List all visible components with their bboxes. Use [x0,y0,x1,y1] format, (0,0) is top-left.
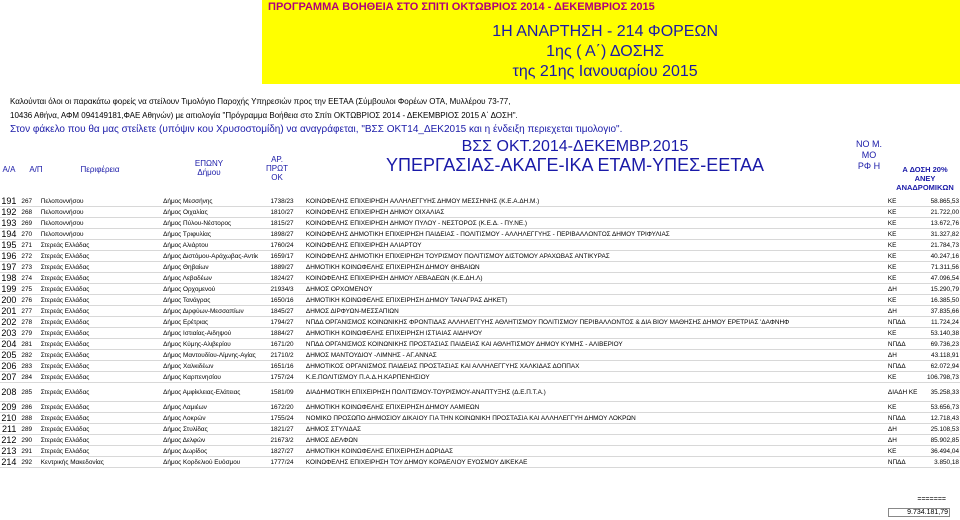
row-entity: ΔΗΜΟΣ ΣΤΥΛΙΔΑΣ [305,424,887,435]
row-municipality: Δήμος Τριφυλίας [162,229,269,240]
table-title-line-2: ΥΠΕΡΓΑΣΙΑΣ-ΑΚΑΓΕ-ΙΚΑ ΕΤΑΜ-ΥΠΕΣ-ΕΕΤΑΑ [386,155,764,175]
row-ap: 268 [20,207,39,218]
row-protocol: 21934/3 [270,284,305,295]
row-region: Στερεάς Ελλάδας [40,339,162,350]
row-legal-form: ΔΗ [887,350,904,361]
row-aa: 204 [0,339,20,350]
row-municipality: Δήμος Μεσσήνης [162,196,269,207]
row-amount: 13.672,76 [904,218,960,229]
row-entity: ΚΟΙΝΩΦΕΛΗΣ ΕΠΙΧΕΙΡΗΣΗ ΑΛΙΑΡΤΟΥ [305,240,887,251]
row-ap: 274 [20,273,39,284]
row-municipality: Δήμος Αμφίκλειας-Ελάτειας [162,383,269,402]
row-ap: 292 [20,457,39,468]
row-municipality: Δήμος Πύλου-Νέστορος [162,218,269,229]
row-municipality: Δήμος Κορδελιού Ευόσμου [162,457,269,468]
row-protocol: 1898/27 [270,229,305,240]
table-row [0,306,960,317]
row-entity: ΚΟΙΝΩΦΕΛΗΣ ΕΠΙΧΕΙΡΗΣΗ ΔΗΜΟΥ ΛΕΒΑΔΕΩΝ (Κ.Ε.ΔΗ.Λ) [305,273,887,284]
row-ap: 279 [20,328,39,339]
row-region: Κεντρικής Μακεδονίας [40,457,162,468]
intro-line-2: 10436 Αθήνα, ΑΦΜ 094149181,ΦΑΕ Αθηνών) με αιτιολογία "Πρόγραμμα Βοήθεια στο Σπίτι ΟΚΤΩΒΡΙΟΣ 2014 - ΔΕΚΕΜΒΡΙΟΣ 2015 Α΄ ΔΟΣΗ". [10,111,518,120]
intro-line-1: Καλούνται όλοι οι παρακάτω φορείς να στείλουν Τιμολόγιο Παροχής Υπηρεσιών προς την ΕΕΤΑΑ (Σύμβουλοι Φορέων ΟΤΑ, Μυλλέρου 73-77, [10,97,511,106]
row-protocol: 1757/24 [270,372,305,383]
row-region: Στερεάς Ελλάδας [40,328,162,339]
row-region: Στερεάς Ελλάδας [40,402,162,413]
row-ap: 291 [20,446,39,457]
row-ap: 290 [20,435,39,446]
row-entity: ΚΟΙΝΩΦΕΛΗΣ ΔΗΜΟΤΙΚΗ ΕΠΙΧΕΙΡΗΣΗ ΤΟΥΡΙΣΜΟΥ ΠΟΛΙΤΙΣΜΟΥ ΔΙΣΤΟΜΟΥ ΑΡΑΧΩΒΑΣ ΑΝΤΙΚΥΡΑΣ [305,251,887,262]
row-municipality: Δήμος Ερέτριας [162,317,269,328]
row-entity: ΔΙΑΔΗΜΟΤΙΚΗ ΕΠΙΧΕΙΡΗΣΗ ΠΟΛΙΤΙΣΜΟΥ-ΤΟΥΡΙΣΜΟΥ-ΑΝΑΠΤΥΞΗΣ (Δ.Ε.Π.Τ.Α.) [305,383,887,402]
row-protocol: 1659/17 [270,251,305,262]
row-ap: 283 [20,361,39,372]
row-entity: ΔΗΜΟΤΙΚΗ ΚΟΙΝΩΦΕΛΗΣ ΕΠΙΧΕΙΡΗΣΗ ΔΗΜΟΥ ΘΗΒΑΙΩΝ [305,262,887,273]
header-municipality: ΕΠΩΝΥ Δήμου [194,159,224,177]
row-ap: 272 [20,251,39,262]
row-ap: 276 [20,295,39,306]
row-region: Στερεάς Ελλάδας [40,240,162,251]
row-ap: 277 [20,306,39,317]
row-region: Στερεάς Ελλάδας [40,446,162,457]
row-amount: 3.850,18 [904,457,960,468]
row-aa: 209 [0,402,20,413]
row-municipality: Δήμος Ιστιαίας-Αιδηψού [162,328,269,339]
row-amount: 36.494,04 [904,446,960,457]
row-aa: 191 [0,196,20,207]
table-row [0,413,960,424]
table-row [0,317,960,328]
row-ap: 289 [20,424,39,435]
row-protocol: 1889/27 [270,262,305,273]
row-amount: 62.072,94 [904,361,960,372]
row-region: Στερεάς Ελλάδας [40,372,162,383]
row-entity: ΔΗΜΟΤΙΚΗ ΚΟΙΝΩΦΕΛΗΣ ΕΠΙΧΕΙΡΗΣΗ ΙΣΤΙΑΙΑΣ ΑΙΔΗΨΟΥ [305,328,887,339]
row-aa: 202 [0,317,20,328]
row-region: Στερεάς Ελλάδας [40,383,162,402]
row-legal-form: ΝΠΔΔ [887,414,906,422]
header-ap: Α/Π [29,165,43,174]
row-ap: 278 [20,317,39,328]
row-protocol: 21673/2 [270,435,305,446]
row-protocol: 1827/27 [270,446,305,457]
row-aa: 208 [0,383,20,402]
row-region: Στερεάς Ελλάδας [40,350,162,361]
row-ap: 285 [20,383,39,402]
total-separator: ======= [917,496,946,503]
row-aa: 210 [0,413,20,424]
header-legal-form: ΝΟ Μ. ΜΟ ΡΦ Η [856,139,882,171]
row-legal-form: ΝΠΔΔ [887,458,906,466]
row-aa: 206 [0,361,20,372]
table-row [0,284,960,295]
row-legal-form: ΔΗ [887,306,904,317]
header-amount: Α ΔΟΣΗ 20% ΑΝΕΥ ΑΝΑΔΡΟΜΙΚΩΝ [896,165,954,192]
posting-info [492,22,718,82]
row-aa: 194 [0,229,20,240]
row-amount: 47.096,54 [904,273,960,284]
row-municipality: Δήμος Μαντουδίου-Λίμνης-Αγίας [162,350,269,361]
row-amount: 106.798,73 [904,372,960,383]
row-ap: 270 [20,229,39,240]
row-legal-form: ΝΠΔΔ [887,340,906,348]
row-municipality: Δήμος Κύμης-Αλιβερίου [162,339,269,350]
row-ap: 269 [20,218,39,229]
row-legal-form: ΚΕ [887,402,904,413]
row-legal-form: ΚΕ [887,240,904,251]
table-row [0,328,960,339]
row-municipality: Δήμος Τανάγρας [162,295,269,306]
row-region: Πελοποννήσου [40,207,162,218]
grand-total: 9.734.181,79 [888,508,950,517]
row-aa: 214 [0,457,20,468]
table-row [0,240,960,251]
row-aa: 203 [0,328,20,339]
row-aa: 200 [0,295,20,306]
row-entity: ΔΗΜΟΣ ΜΑΝΤΟΥΔΙΟΥ -ΛΙΜΝΗΣ - ΑΓ.ΑΝΝΑΣ [305,350,887,361]
row-aa: 193 [0,218,20,229]
row-amount: 53.656,73 [904,402,960,413]
row-amount: 40.247,16 [904,251,960,262]
row-region: Στερεάς Ελλάδας [40,361,162,372]
row-region: Στερεάς Ελλάδας [40,413,162,424]
row-region: Στερεάς Ελλάδας [40,317,162,328]
posting-line-1: 1Η ΑΝΑΡΤΗΣΗ - 214 ΦΟΡΕΩΝ [492,23,718,40]
table-row [0,446,960,457]
row-entity: ΔΗΜΟΣ ΔΙΡΦΥΩΝ-ΜΕΣΣΑΠΙΩΝ [305,306,887,317]
row-legal-form: ΚΕ [887,218,904,229]
table-title [370,138,780,174]
row-entity: ΔΗΜΟΤΙΚΗ ΚΟΙΝΩΦΕΛΗΣ ΕΠΙΧΕΙΡΗΣΗ ΔΗΜΟΥ ΛΑΜΙΕΩΝ [305,402,887,413]
table-title-line-1: ΒΣΣ ΟΚΤ.2014-ΔΕΚΕΜΒΡ.2015 [461,138,689,155]
row-entity: ΔΗΜΟΤΙΚΟΣ ΟΡΓΑΝΙΣΜΟΣ ΠΑΙΔΕΙΑΣ ΠΡΟΣΤΑΣΙΑΣ ΚΑΙ ΑΛΛΗΛΕΓΓΥΗΣ ΧΑΛΚΙΔΑΣ ΔΟΠΠΑΧ [305,361,887,372]
row-entity: ΔΗΜΟΣ ΟΡΧΟΜΕΝΟΥ [305,284,887,295]
header-region: Περιφέρεια [80,165,120,174]
row-protocol: 1672/20 [270,402,305,413]
row-protocol: 1815/27 [270,218,305,229]
row-protocol: 1810/27 [270,207,305,218]
table-row [0,457,960,468]
row-legal-form: ΚΕ [887,328,904,339]
row-entity: ΔΗΜΟΤΙΚΗ ΚΟΙΝΩΦΕΛΗΣ ΕΠΙΧΕΙΡΗΣΗ ΔΗΜΟΥ ΤΑΝΑΓΡΑΣ ΔΗΚΕΤ) [305,295,887,306]
row-amount: 21.784,73 [904,240,960,251]
row-region: Στερεάς Ελλάδας [40,306,162,317]
row-protocol: 1581/09 [270,383,305,402]
row-amount: 25.108,53 [904,424,960,435]
row-municipality: Δήμος Δωρίδος [162,446,269,457]
row-entity: ΚΟΙΝΩΦΕΛΗΣ ΕΠΙΧΕΙΡΗΣΗ ΤΟΥ ΔΗΜΟΥ ΚΟΡΔΕΛΙΟΥ ΕΥΟΣΜΟΥ ΔΙΚΕΚΑΕ [305,457,887,468]
row-entity: ΚΟΙΝΩΦΕΛΗΣ ΔΗΜΟΤΙΚΗ ΕΠΙΧΕΙΡΗΣΗ ΠΑΙΔΕΙΑΣ - ΠΟΛΙΤΙΣΜΟΥ - ΑΛΛΗΛΕΓΓΥΗΣ - ΠΕΡΙΒΑΛΛΟΝΤΟΣ ΔΗΜΟΥ ΤΡΙΦΥΛΙΑΣ [305,229,887,240]
row-ap: 273 [20,262,39,273]
row-legal-form: ΝΠΔΔ [887,318,906,326]
row-entity: ΝΠΔΔ ΟΡΓΑΝΙΣΜΟΣ ΚΟΙΝΩΝΙΚΗΣ ΠΡΟΣΤΑΣΙΑΣ ΠΑΙΔΕΙΑΣ ΚΑΙ ΑΘΛΗΤΙΣΜΟΥ ΔΗΜΟΥ ΚΥΜΗΣ - ΑΛΙΒΕΡΙΟΥ [305,339,887,350]
row-aa: 197 [0,262,20,273]
row-legal-form: ΚΕ [887,372,904,383]
row-aa: 198 [0,273,20,284]
table-row [0,295,960,306]
row-region: Στερεάς Ελλάδας [40,295,162,306]
row-legal-form: ΔΗ [887,424,904,435]
row-entity: ΚΟΙΝΩΦΕΛΗΣ ΕΠΙΧΕΙΡΗΣΗ ΔΗΜΟΥ ΟΙΧΑΛΙΑΣ [305,207,887,218]
intro-line-3: Στον φάκελο που θα μας στείλετε (υπόψιν κου Χρυσοστομίδη) να αναγράφεται, "ΒΣΣ ΟΚΤ14_ΔΕΚ2015 και η ένδειξη περιεχεται τιμολογιο". [10,124,623,135]
row-ap: 288 [20,413,39,424]
row-amount: 35.258,33 [904,383,960,402]
row-entity: ΚΟΙΝΩΦΕΛΗΣ ΕΠΙΧΕΙΡΗΣΗ ΑΛΛΗΛΕΓΓΥΗΣ ΔΗΜΟΥ ΜΕΣΣΗΝΗΣ (Κ.Ε.Α.ΔΗ.Μ.) [305,196,887,207]
posting-line-3: της 21ης Ιανουαρίου 2015 [512,63,698,80]
row-protocol: 1794/27 [270,317,305,328]
row-region: Στερεάς Ελλάδας [40,284,162,295]
row-region: Στερεάς Ελλάδας [40,424,162,435]
row-entity: ΝΠΔΔ ΟΡΓΑΝΙΣΜΟΣ ΚΟΙΝΩΝΙΚΗΣ ΦΡΟΝΤΙΔΑΣ ΑΛΛΗΛΕΓΓΥΗΣ ΑΘΛΗΤΙΣΜΟΥ ΠΟΛΙΤΙΣΜΟΥ ΠΕΡΙΒΑΛΛΟΝΤΟΣ & ΔΙΑ ΒΙΟΥ ΜΑΘΗΣΗΣ ΔΗΜΟΥ ΕΡΕΤΡΙΑΣ 'ΔΑΦΝΗΦ [305,317,887,328]
row-ap: 281 [20,339,39,350]
table-row [0,339,960,350]
row-aa: 196 [0,251,20,262]
table-row [0,251,960,262]
row-municipality: Δήμος Θηβαίων [162,262,269,273]
row-amount: 15.290,79 [904,284,960,295]
table-row [0,207,960,218]
row-region: Πελοποννήσου [40,196,162,207]
row-aa: 199 [0,284,20,295]
row-amount: 69.736,23 [904,339,960,350]
row-municipality: Δήμος Διστόμου-Αράχωβας-Αντίκ [162,251,269,262]
row-ap: 286 [20,402,39,413]
row-region: Στερεάς Ελλάδας [40,273,162,284]
row-ap: 267 [20,196,39,207]
table-row [0,262,960,273]
row-legal-form: ΝΠΔΔ [887,362,906,370]
row-entity: ΔΗΜΟΣ ΔΕΛΦΩΝ [305,435,887,446]
table-row [0,196,960,207]
row-protocol: 1755/24 [270,413,305,424]
table-row [0,361,960,372]
row-amount: 85.902,85 [904,435,960,446]
row-municipality: Δήμος Οιχαλίας [162,207,269,218]
row-legal-form: ΔΗ [887,435,904,446]
row-protocol: 1671/20 [270,339,305,350]
row-protocol: 1651/16 [270,361,305,372]
row-entity: ΚΟΙΝΩΦΕΛΗΣ ΕΠΙΧΕΙΡΗΣΗ ΔΗΜΟΥ ΠΥΛΟΥ - ΝΕΣΤΟΡΟΣ (Κ.Ε.Δ. - ΠΥ.ΝΕ.) [305,218,887,229]
row-amount: 71.311,56 [904,262,960,273]
row-protocol: 21710/2 [270,350,305,361]
row-municipality: Δήμος Αλιάρτου [162,240,269,251]
row-aa: 212 [0,435,20,446]
row-region: Πελοποννήσου [40,229,162,240]
posting-line-2: 1ης ( Α΄) ΔΟΣΗΣ [546,43,665,60]
row-protocol: 1821/27 [270,424,305,435]
row-amount: 11.724,24 [904,317,960,328]
row-region: Στερεάς Ελλάδας [40,435,162,446]
row-municipality: Δήμος Χαλκιδέων [162,361,269,372]
row-ap: 282 [20,350,39,361]
header-protocol: ΑΡ. ΠΡΩΤ ΟΚ [266,155,288,182]
row-amount: 21.722,00 [904,207,960,218]
row-legal-form: ΚΕ [887,273,904,284]
row-municipality: Δήμος Δελφών [162,435,269,446]
row-legal-form: ΚΕ [887,251,904,262]
row-amount: 12.718,43 [904,413,960,424]
table-row [0,435,960,446]
row-region: Πελοποννήσου [40,218,162,229]
row-legal-form: ΚΕ [887,295,904,306]
row-protocol: 1824/27 [270,273,305,284]
row-legal-form: ΔΙΑΔΗ ΚΕ [887,383,904,402]
row-legal-form: ΚΕ [887,207,904,218]
row-legal-form: ΚΕ [887,262,904,273]
header-aa: Α/Α [2,165,16,174]
table-row [0,424,960,435]
table-row [0,350,960,361]
row-municipality: Δήμος Καρπενησίου [162,372,269,383]
row-entity: ΔΗΜΟΤΙΚΗ ΚΟΙΝΩΦΕΛΗΣ ΕΠΙΧΕΙΡΗΣΗ ΔΩΡΙΔΑΣ [305,446,887,457]
row-region: Στερεάς Ελλάδας [40,251,162,262]
row-legal-form: ΚΕ [887,196,904,207]
row-amount: 16.385,50 [904,295,960,306]
row-municipality: Δήμος Λαμιέων [162,402,269,413]
row-amount: 53.140,38 [904,328,960,339]
row-municipality: Δήμος Ορχομενού [162,284,269,295]
row-aa: 207 [0,372,20,383]
row-entity: ΝΟΜΙΚΟ ΠΡΟΣΩΠΟ ΔΗΜΟΣΙΟΥ ΔΙΚΑΙΟΥ ΓΙΑ ΤΗΝ ΚΟΙΝΩΝΙΚΗ ΠΡΟΣΤΑΣΙΑ ΚΑΙ ΑΛΛΗΛΕΓΓΥΗ ΔΗΜΟΥ ΛΟΚΡΩΝ [305,413,887,424]
table-row [0,229,960,240]
row-amount: 37.835,66 [904,306,960,317]
row-municipality: Δήμος Λοκρών [162,413,269,424]
row-aa: 192 [0,207,20,218]
row-aa: 205 [0,350,20,361]
row-protocol: 1845/27 [270,306,305,317]
row-amount: 43.118,91 [904,350,960,361]
row-entity: Κ.Ε.ΠΟΛΙΤΙΣΜΟΥ Π.Α.Δ.Η.ΚΑΡΠΕΝΗΣΙΟΥ [305,372,887,383]
table-row [0,273,960,284]
title-banner [262,0,960,84]
row-region: Στερεάς Ελλάδας [40,262,162,273]
beneficiaries-table [0,196,960,468]
row-municipality: Δήμος Στυλίδας [162,424,269,435]
row-ap: 271 [20,240,39,251]
row-aa: 201 [0,306,20,317]
row-protocol: 1777/24 [270,457,305,468]
row-aa: 213 [0,446,20,457]
table-row [0,402,960,413]
row-aa: 195 [0,240,20,251]
row-legal-form: ΚΕ [887,446,904,457]
row-legal-form: ΔΗ [887,284,904,295]
row-municipality: Δήμος Λεβαδέων [162,273,269,284]
row-legal-form: ΚΕ [887,229,904,240]
row-amount: 31.327,82 [904,229,960,240]
table-row [0,372,960,383]
row-protocol: 1650/16 [270,295,305,306]
row-amount: 58.865,53 [904,196,960,207]
row-protocol: 1738/23 [270,196,305,207]
row-ap: 275 [20,284,39,295]
table-row [0,383,960,402]
program-title: ΠΡΟΓΡΑΜΜΑ ΒΟΗΘΕΙΑ ΣΤΟ ΣΠΙΤΙ ΟΚΤΩΒΡΙΟΣ 2014 - ΔΕΚΕΜΒΡΙΟΣ 2015 [268,1,655,13]
row-ap: 284 [20,372,39,383]
row-protocol: 1884/27 [270,328,305,339]
row-aa: 211 [0,424,20,435]
row-protocol: 1760/24 [270,240,305,251]
row-municipality: Δήμος Διρφύων-Μεσσαπίων [162,306,269,317]
table-row [0,218,960,229]
